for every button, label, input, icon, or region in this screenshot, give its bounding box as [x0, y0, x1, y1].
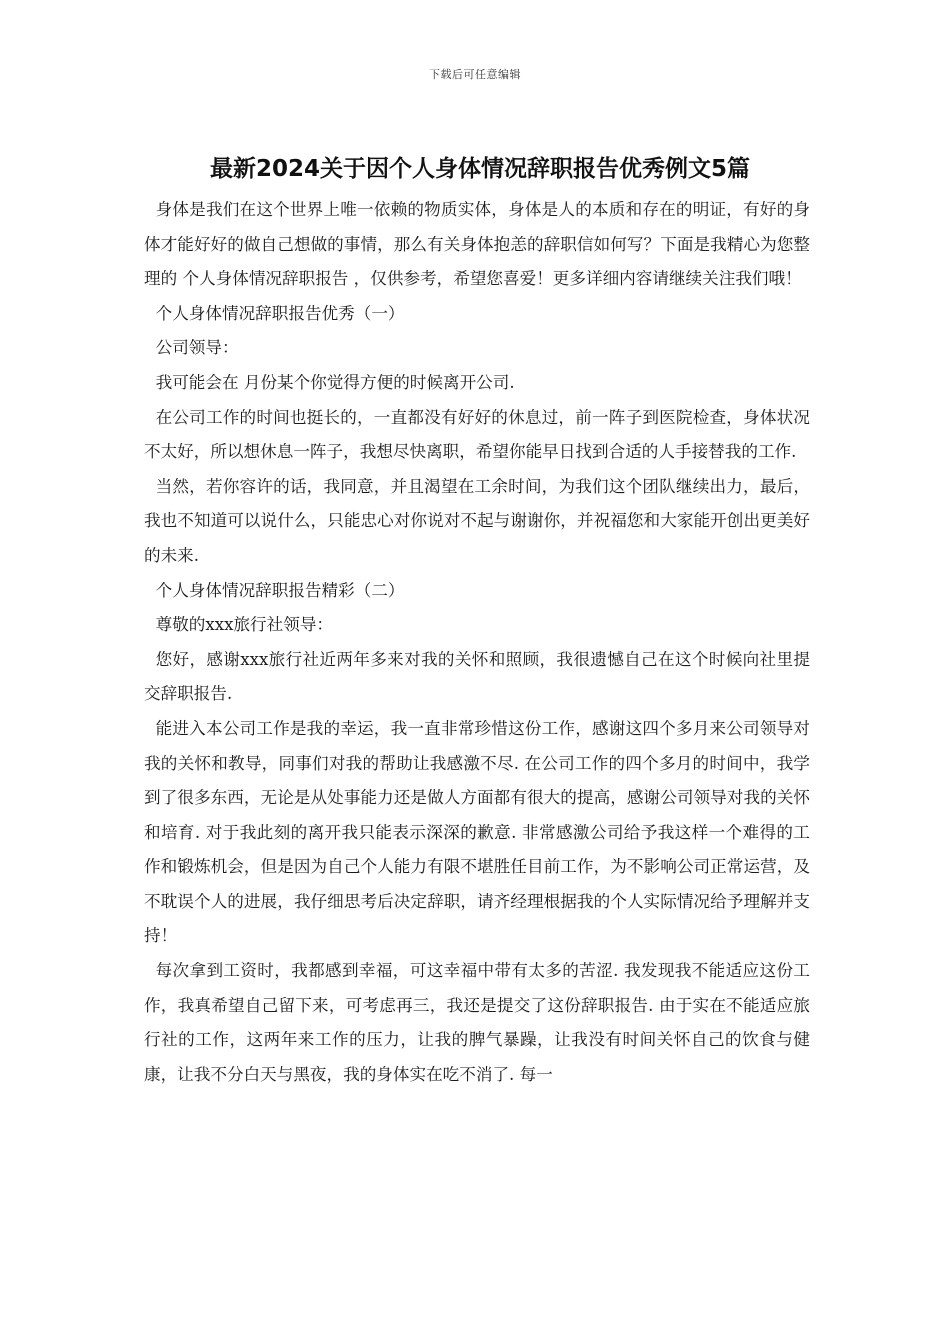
section-heading-2: 个人身体情况辞职报告精彩（二）: [155, 580, 405, 600]
header-note: 下载后可任意编辑: [429, 68, 521, 81]
salutation-2: 尊敬的xxx旅行社领导：: [155, 615, 334, 635]
paragraph: 每次拿到工资时，我都感到幸福，可这幸福中带有太多的苦涩. 我发现我不能适应这份工作，我真希望自己留下来，可考虑再三，我还是提交了这份辞职报告. 由于实在不能适应旅行社的工作，这两年来工作的压力，让我的脾气暴躁，让我没有时间关怀自己的饮食与健康，让我不分白天与黑夜，我的身体实在吃不消了. 每一: [144, 961, 810, 1084]
document-body: [144, 193, 810, 1092]
salutation-1: 公司领导：: [155, 338, 239, 358]
paragraph: 当然，若你容许的话，我同意，并且渴望在工余时间，为我们这个团队继续出力，最后，我也不知道可以说什么，只能忠心对你说对不起与谢谢你，并祝福您和大家能开创出更美好的未来.: [144, 476, 810, 565]
paragraph: 在公司工作的时间也挺长的，一直都没有好好的休息过，前一阵子到医院检查，身体状况不太好，所以想休息一阵子，我想尽快离职，希望你能早日找到合适的人手接替我的工作.: [144, 407, 810, 462]
paragraph: 能进入本公司工作是我的幸运，我一直非常珍惜这份工作，感谢这四个多月来公司领导对我的关怀和教导，同事们对我的帮助让我感激不尽. 在公司工作的四个多月的时间中，我学到了很多东西，无论是从处事能力还是做人方面都有很大的提高，感谢公司领导对我的关怀和培育. 对于我此刻的离开我只能表示深深的歉意. 非常感激公司给予我这样一个难得的工作和锻炼机会，但是因为自己个人能力有限不堪胜任目前工作，为不影响公司正常运营，及不耽误个人的进展，我仔细思考后决定辞职，请齐经理根据我的个人实际情况给予理解并支持！: [144, 718, 810, 946]
paragraph: 我可能会在 月份某个你觉得方便的时候离开公司.: [155, 372, 515, 392]
document-title: 最新2024关于因个人身体情况辞职报告优秀例文5篇: [209, 156, 751, 182]
paragraph-intro: 身体是我们在这个世界上唯一依赖的物质实体，身体是人的本质和存在的明证，有好的身体才能好好的做自己想做的事情，那么有关身体抱恙的辞职信如何写？下面是我精心为您整理的 个人身体情况辞职报告 ，仅供参考，希望您喜爱！更多详细内容请继续关注我们哦！: [144, 200, 810, 289]
section-heading-1: 个人身体情况辞职报告优秀（一）: [155, 303, 405, 323]
paragraph: 您好，感谢xxx旅行社近两年多来对我的关怀和照顾，我很遗憾自己在这个时候向社里提交辞职报告.: [144, 649, 810, 704]
